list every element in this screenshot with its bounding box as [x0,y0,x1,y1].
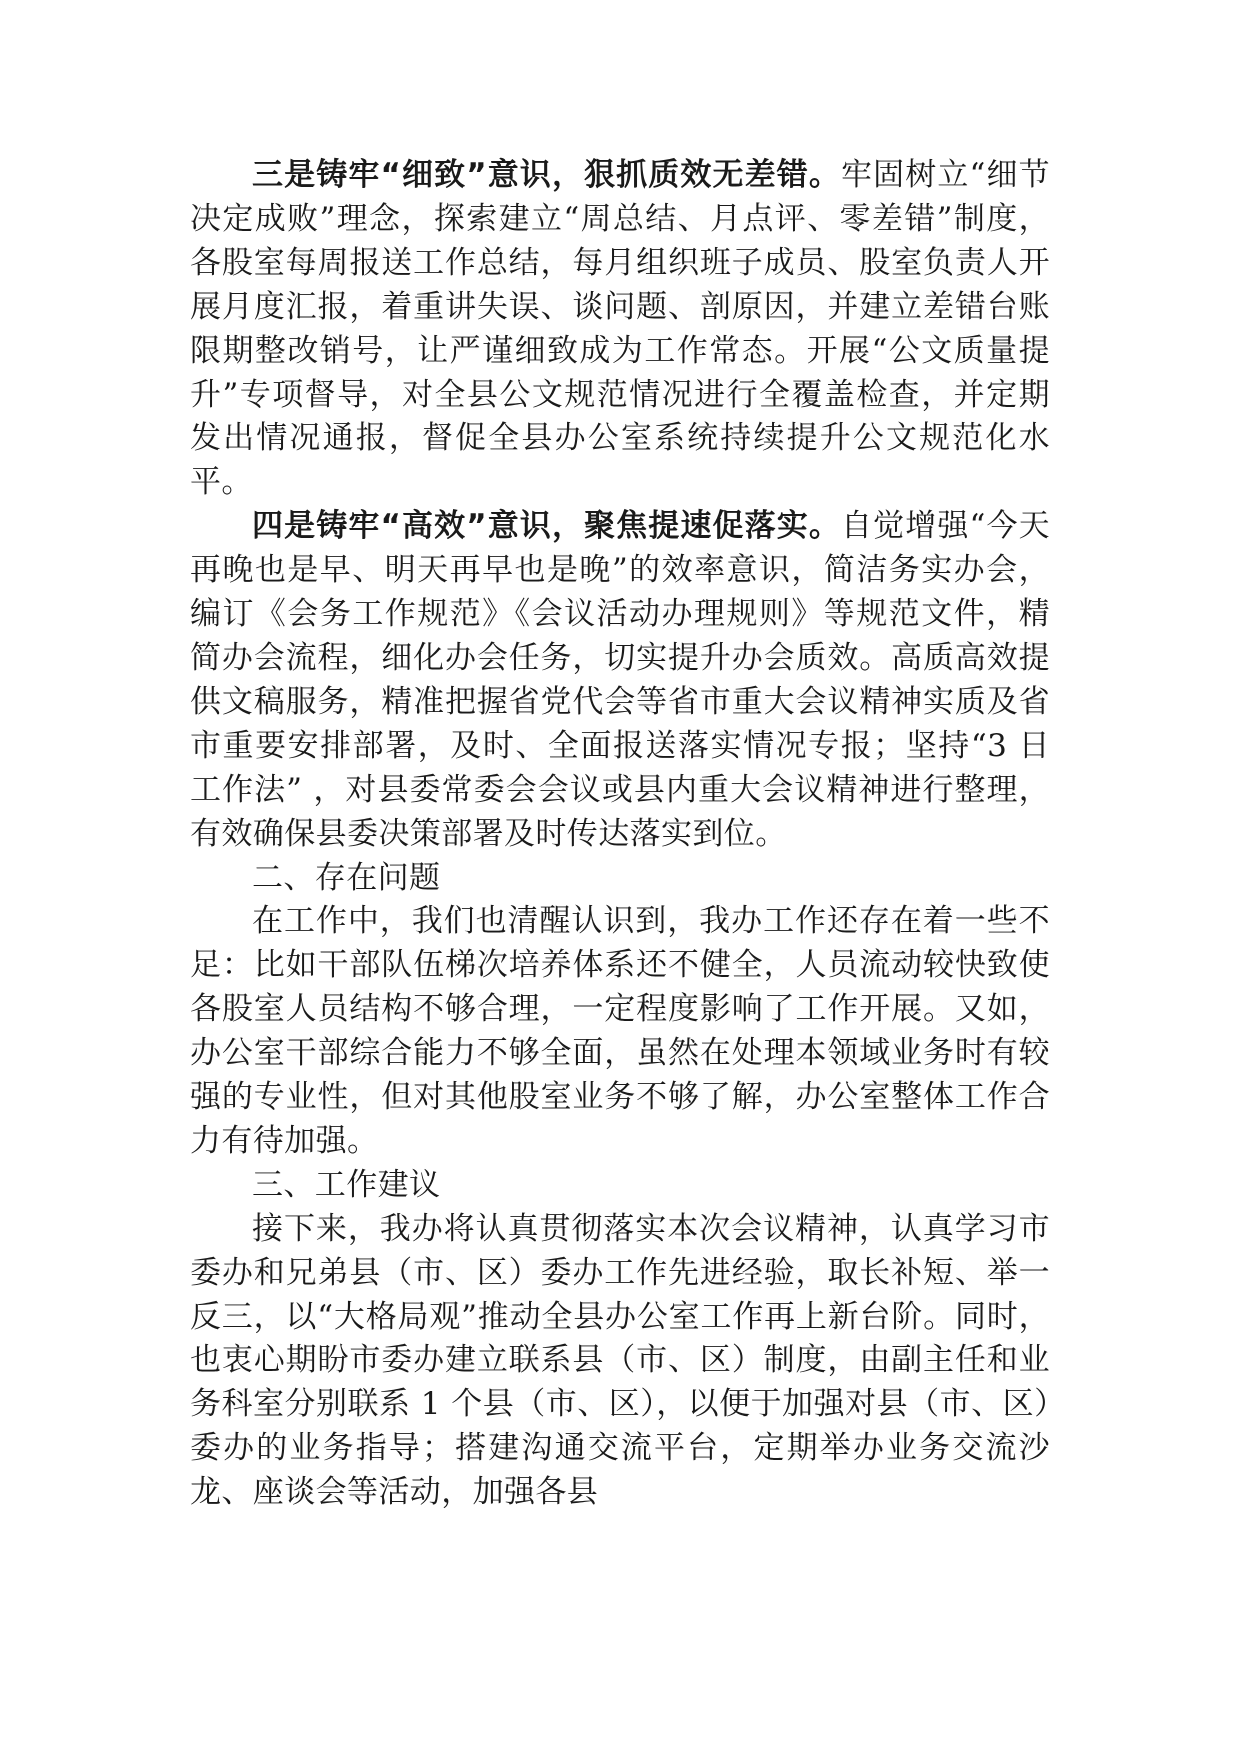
paragraph-attention-to-detail [190,154,1050,505]
paragraph-lead: 三是铸牢“细致”意识，狠抓质效无差错。 [252,157,842,193]
paragraph-problems: 在工作中，我们也清醒认识到，我办工作还存在着一些不足：比如干部队伍梯次培养体系还不健全，人员流动较快致使各股室人员结构不够合理，一定程度影响了工作开展。又如，办公室干部综合能力不够全面，虽然在处理本领域业务时有较强的专业性，但对其他股室业务不够了解，办公室整体工作合力有待加强。 [190,903,1050,1159]
section-heading-suggestions: 三、工作建议 [252,1166,441,1203]
paragraph-suggestions: 接下来，我办将认真贯彻落实本次会议精神，认真学习市委办和兄弟县（市、区）委办工作先进经验，取长补短、举一反三，以“大格局观”推动全县办公室工作再上新台阶。同时，也衷心期盼市委办建立联系县（市、区）制度，由副主任和业务科室分别联系 1 个县（市、区），以便于加强对县（市、区）委办的业务指导；搭建沟通交流平台，定期举办业务交流沙龙、座谈会等活动，加强各县 [190,1210,1050,1511]
paragraph-body: 牢固树立“细节决定成败”理念，探索建立“周总结、月点评、零差错”制度，各股室每周报送工作总结，每月组织班子成员、股室负责人开展月度汇报，着重讲失误、谈问题、剖原因，并建立差错台账限期整改销号，让严谨细致成为工作常态。开展“公文质量提升”专项督导，对全县公文规范情况进行全覆盖检查，并定期发出情况通报，督促全县办公室系统持续提升公文规范化水平。 [190,157,1050,501]
section-heading-problems: 二、存在问题 [252,859,441,896]
document-page [190,154,1050,1515]
paragraph-body: 自觉增强“今天再晚也是早、明天再早也是晚”的效率意识，简洁务实办会，编订《会务工作规范》《会议活动办理规则》等规范文件，精简办会流程，细化办会任务，切实提升办会质效。高质高效提供文稿服务，精准把握省党代会等省市重大会议精神实质及省市重要安排部署，及时、全面报送落实情况专报；坚持“3 日工作法” ，对县委常委会会议或县内重大会议精神进行整理，有效确保县委决策部署及时传达落实到位。 [190,508,1050,852]
paragraph-efficiency [190,505,1050,856]
paragraph-lead: 四是铸牢“高效”意识，聚焦提速促落实。 [252,508,842,545]
